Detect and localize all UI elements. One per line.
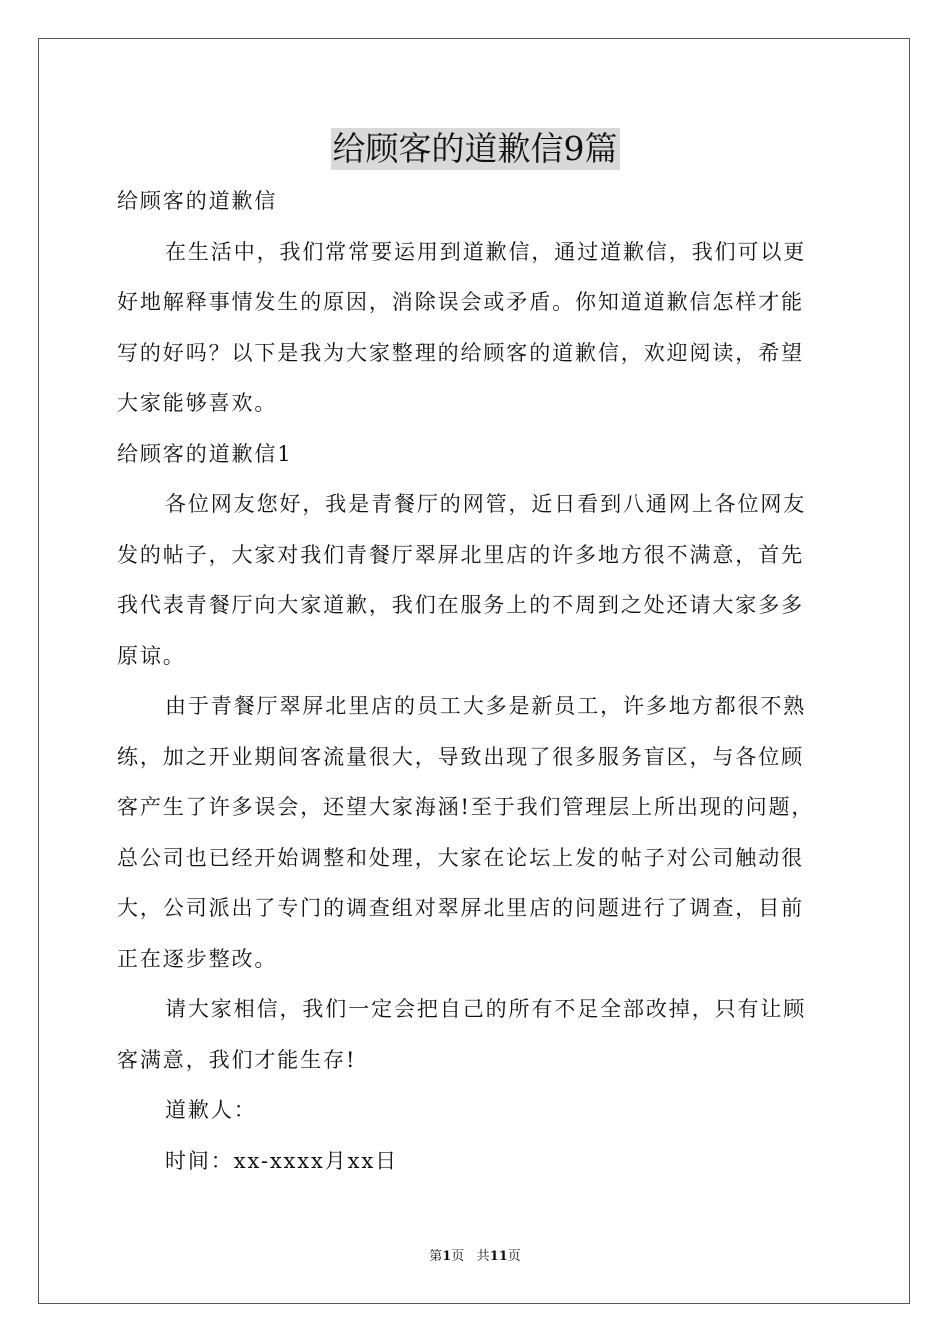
text-line: 好地解释事情发生的原因，消除误会或矛盾。你知道道歉信怎样才能 bbox=[117, 290, 804, 314]
footer-total-suffix: 页 bbox=[507, 1249, 521, 1264]
text-line: 大，公司派出了专门的调查组对翠屏北里店的问题进行了调查，目前 bbox=[117, 896, 804, 920]
text-line: 原谅。 bbox=[117, 643, 186, 668]
text-line: 正在逐步整改。 bbox=[117, 946, 278, 971]
text-line: 客产生了许多误会，还望大家海涵!至于我们管理层上所出现的问题， bbox=[117, 795, 815, 819]
footer-page-number: 1 bbox=[442, 1249, 452, 1264]
text-line: 客满意，我们才能生存! bbox=[117, 1047, 357, 1072]
text-line: 练，加之开业期间客流量很大，导致出现了很多服务盲区，与各位顾 bbox=[117, 744, 804, 769]
text-line: 写的好吗？以下是我为大家整理的给顾客的道歉信，欢迎阅读，希望 bbox=[117, 340, 804, 365]
text-line: 大家能够喜欢。 bbox=[117, 391, 278, 415]
page-footer bbox=[0, 1248, 950, 1266]
footer-total-pages: 11 bbox=[489, 1249, 508, 1264]
footer-page-prefix: 第 bbox=[429, 1249, 443, 1264]
footer-total-prefix: 共 bbox=[476, 1249, 490, 1264]
text-line: 总公司也已经开始调整和处理，大家在论坛上发的帖子对公司触动很 bbox=[117, 845, 804, 870]
text-line: 在生活中，我们常常要运用到道歉信，通过道歉信，我们可以更 bbox=[165, 239, 807, 264]
text-line: 发的帖子，大家对我们青餐厅翠屏北里店的许多地方很不满意，首先 bbox=[117, 542, 804, 567]
footer-page-suffix: 页 bbox=[451, 1249, 465, 1264]
signature-line: 道歉人： bbox=[165, 1098, 257, 1122]
text-line: 各位网友您好，我是青餐厅的网管，近日看到八通网上各位网友 bbox=[165, 492, 807, 516]
section-heading: 给顾客的道歉信1 bbox=[117, 441, 293, 466]
date-line: 时间：xx-xxxx月xx日 bbox=[165, 1148, 399, 1173]
title-container bbox=[0, 128, 950, 170]
document-body bbox=[117, 176, 837, 1186]
text-line: 我代表青餐厅向大家道歉，我们在服务上的不周到之处还请大家多多 bbox=[117, 593, 804, 617]
text-line: 请大家相信，我们一定会把自己的所有不足全部改掉，只有让顾 bbox=[165, 997, 807, 1021]
text-line: 由于青餐厅翠屏北里店的员工大多是新员工，许多地方都很不熟 bbox=[165, 694, 807, 718]
text-line: 给顾客的道歉信 bbox=[117, 189, 278, 213]
document-title: 给顾客的道歉信9篇 bbox=[332, 129, 618, 168]
